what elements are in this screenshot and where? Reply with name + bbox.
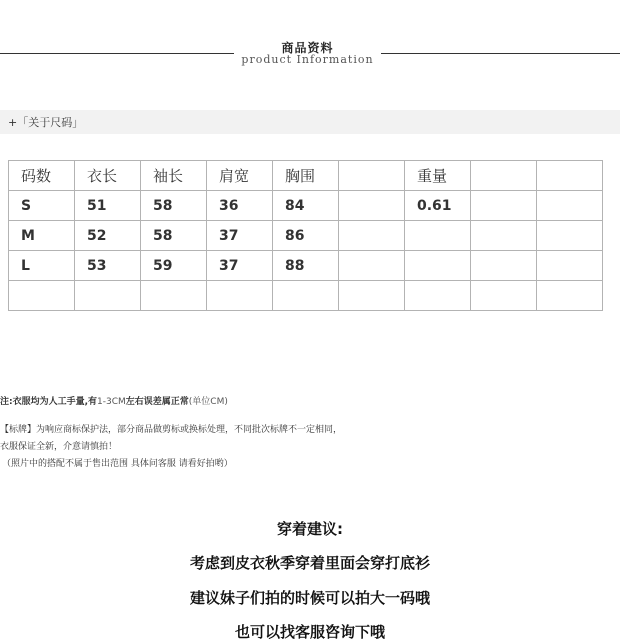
size-section-label: +「关于尺码」: [8, 116, 84, 129]
section-header: [0, 36, 620, 72]
table-cell: 51: [75, 191, 141, 221]
header-title-cn: 商品资料: [281, 41, 334, 55]
table-header-cell: 码数: [9, 161, 75, 191]
table-cell: [405, 281, 471, 311]
table-cell: [537, 251, 603, 281]
header-title-en: product Information: [241, 53, 374, 66]
table-cell: 52: [75, 221, 141, 251]
table-cell: [471, 251, 537, 281]
header-divider-right: [381, 53, 620, 54]
table-cell: [537, 191, 603, 221]
measurement-note-text-2: 左右误差属正常: [125, 397, 189, 407]
table-header-row: [9, 161, 603, 191]
table-cell: M: [9, 221, 75, 251]
table-cell: 37: [207, 221, 273, 251]
table-cell: [471, 191, 537, 221]
table-cell: [471, 221, 537, 251]
table-cell: [405, 221, 471, 251]
label-note-line: （照片中的搭配不属于售出范围 具体问客服 请看好拍哟）: [2, 459, 233, 469]
table-header-cell: 重量: [405, 161, 471, 191]
table-cell: S: [9, 191, 75, 221]
table-cell: L: [9, 251, 75, 281]
table-cell: 53: [75, 251, 141, 281]
table-cell: 36: [207, 191, 273, 221]
table-cell: [339, 191, 405, 221]
table-cell: [405, 251, 471, 281]
table-header-cell: [339, 161, 405, 191]
table-header-cell: 肩宽: [207, 161, 273, 191]
table-row: [9, 281, 603, 311]
table-header-cell: [537, 161, 603, 191]
table-row: [9, 221, 603, 251]
table-cell: [273, 281, 339, 311]
table-cell: [339, 221, 405, 251]
label-notes: [0, 422, 342, 473]
advice-title: 穿着建议:: [277, 520, 343, 538]
table-cell: [537, 281, 603, 311]
advice-line: 也可以找客服咨询下哦: [234, 623, 385, 641]
size-table: [8, 160, 603, 311]
measurement-note: [0, 394, 228, 407]
header-divider-left: [0, 53, 234, 54]
measurement-note-tolerance: 1-3CM: [97, 397, 126, 407]
table-cell: [75, 281, 141, 311]
table-cell: [471, 281, 537, 311]
table-row: [9, 251, 603, 281]
label-note-line: 【标牌】为响应商标保护法，部分商品做剪标或换标处理，不同批次标牌不一定相同，: [0, 425, 343, 435]
table-header-cell: [471, 161, 537, 191]
table-cell: 37: [207, 251, 273, 281]
table-row: [9, 191, 603, 221]
table-cell: 0.61: [405, 191, 471, 221]
size-section-bar: [0, 110, 620, 134]
table-cell: 59: [141, 251, 207, 281]
table-cell: [207, 281, 273, 311]
table-cell: [9, 281, 75, 311]
table-cell: 84: [273, 191, 339, 221]
table-cell: 88: [273, 251, 339, 281]
table-cell: [537, 221, 603, 251]
table-header-cell: 袖长: [141, 161, 207, 191]
table-header-cell: 胸围: [273, 161, 339, 191]
measurement-note-text: 注:衣服均为人工手量,有: [0, 397, 98, 407]
advice-line: 建议妹子们拍的时候可以拍大一码哦: [189, 589, 430, 607]
advice-line: 考虑到皮衣秋季穿着里面会穿打底衫: [189, 554, 430, 572]
table-cell: [141, 281, 207, 311]
table-cell: 58: [141, 191, 207, 221]
table-cell: 58: [141, 221, 207, 251]
measurement-note-unit: (单位CM): [188, 397, 228, 407]
table-cell: 86: [273, 221, 339, 251]
table-cell: [339, 251, 405, 281]
table-cell: [339, 281, 405, 311]
label-note-line: 衣服保证全新，介意请慎拍！: [0, 442, 118, 452]
table-header-cell: 衣长: [75, 161, 141, 191]
